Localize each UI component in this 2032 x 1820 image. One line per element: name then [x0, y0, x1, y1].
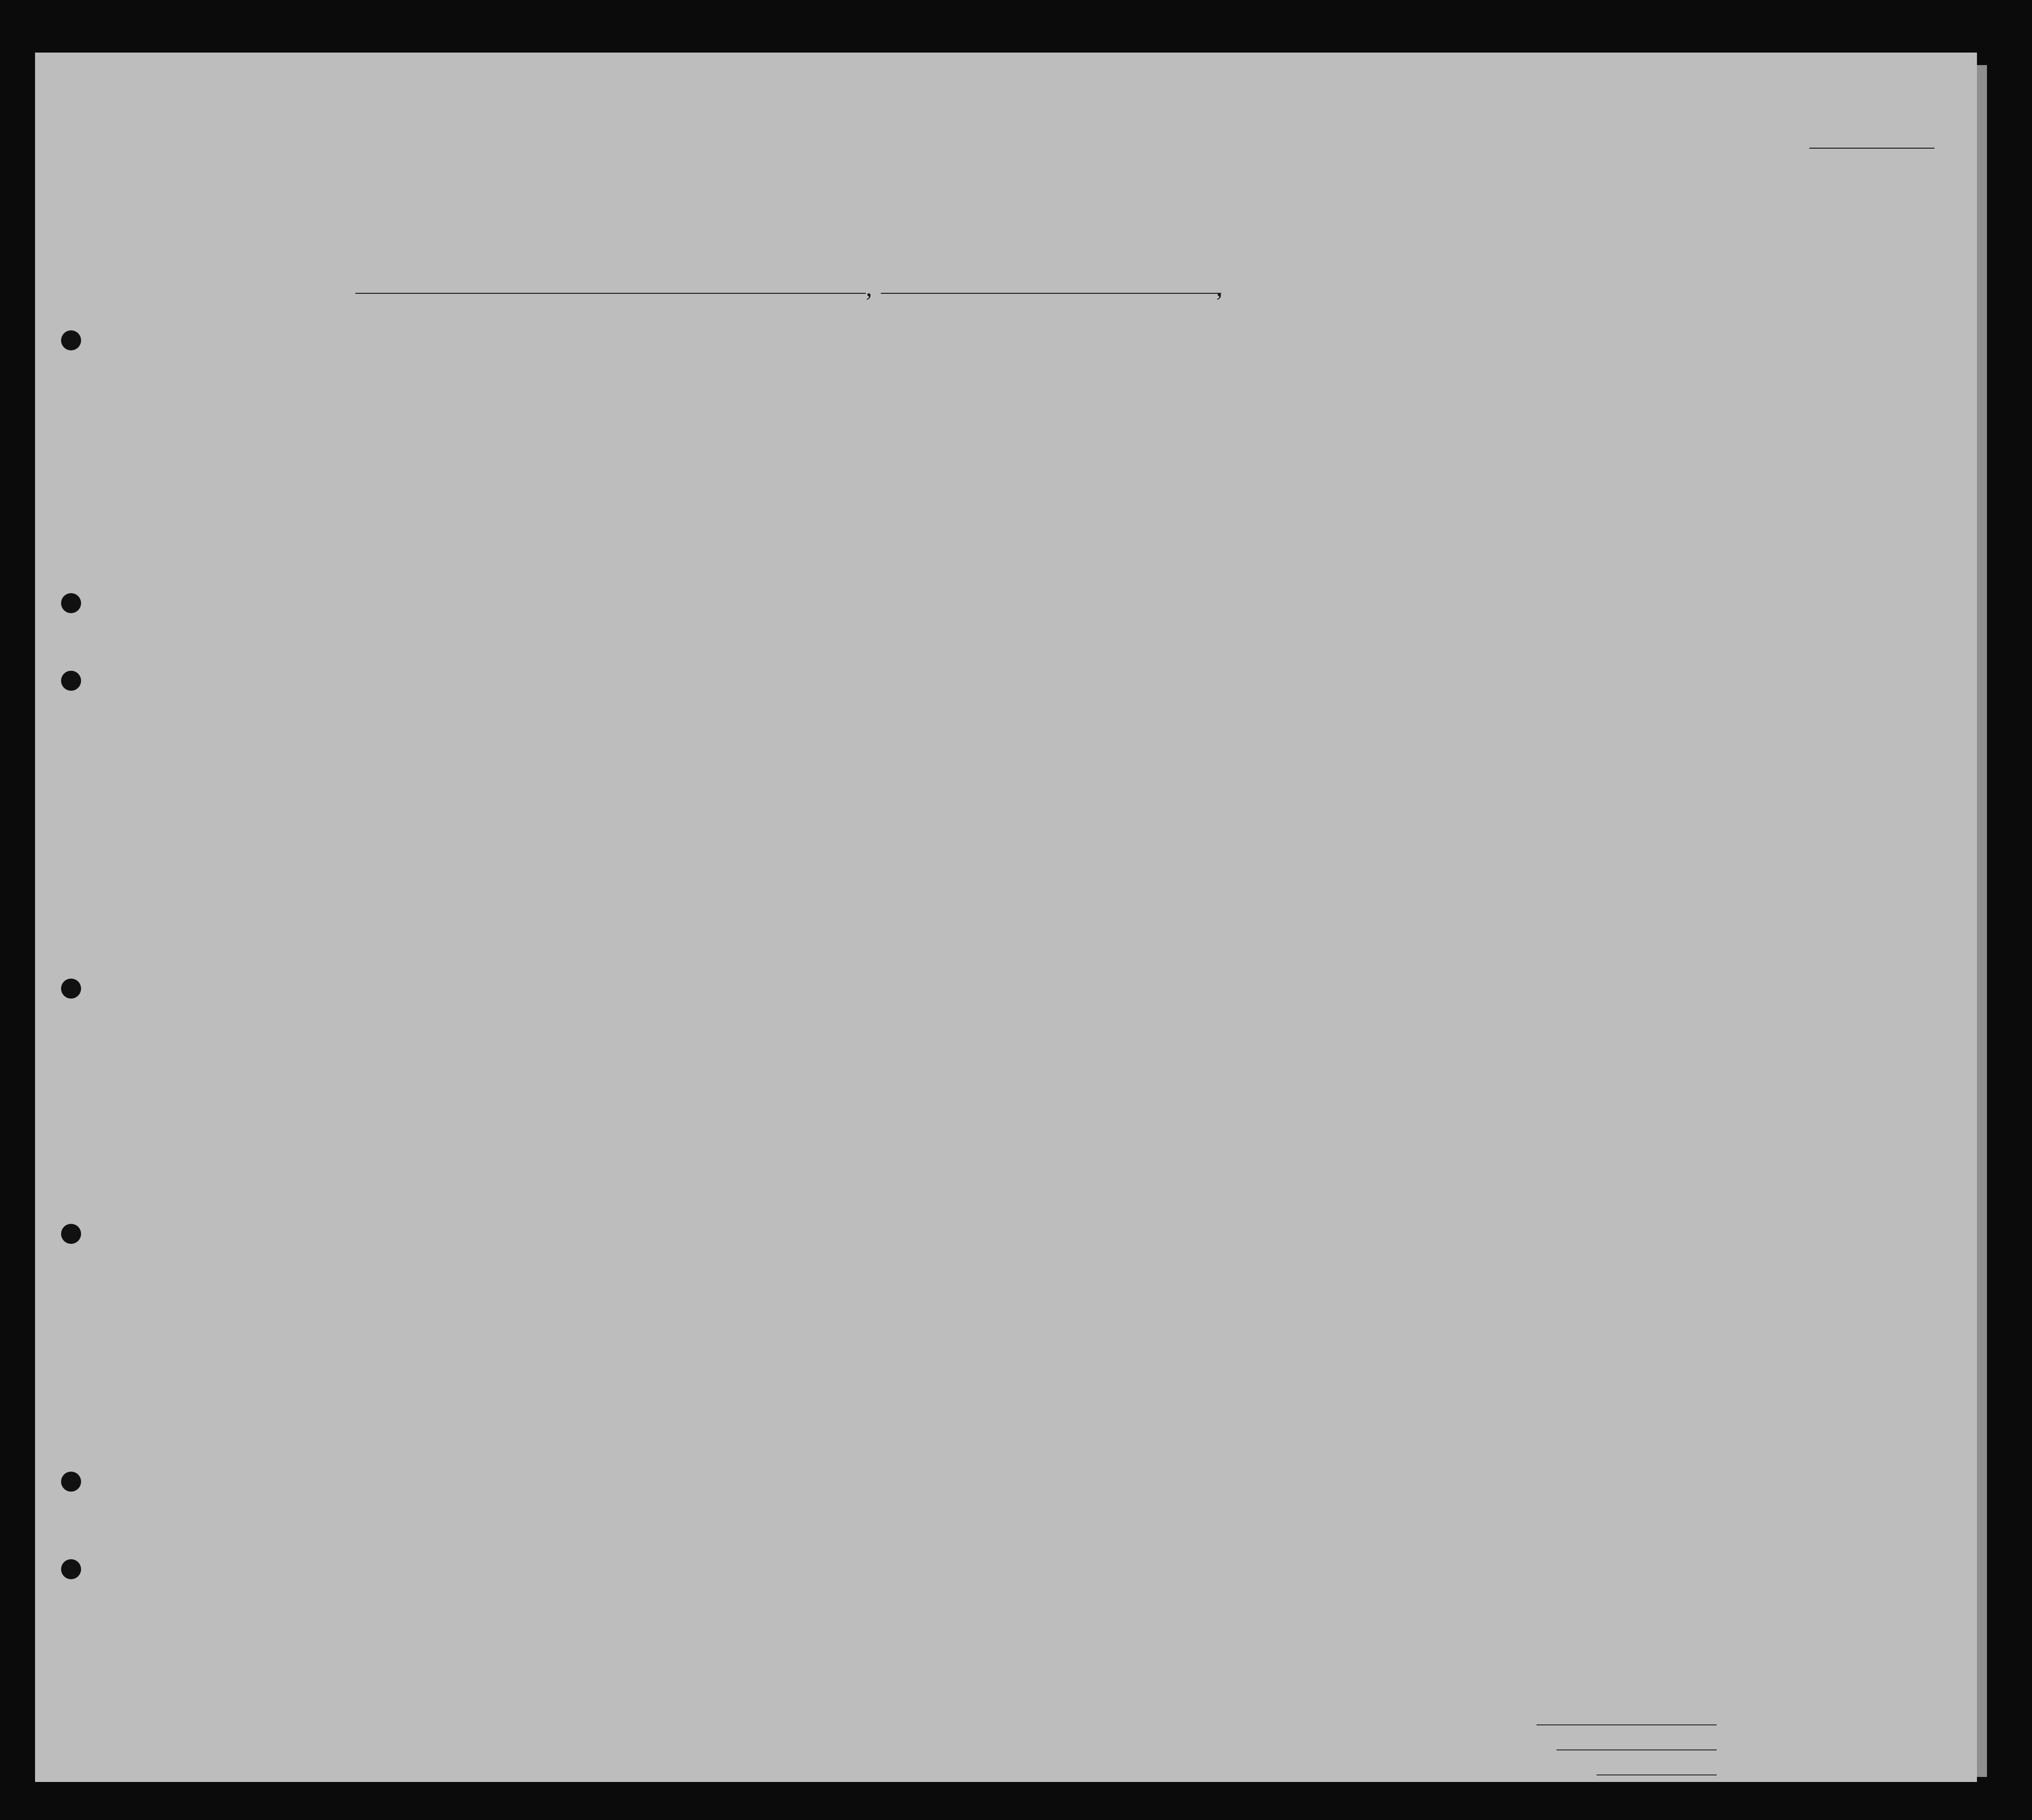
col24b-header [1241, 373, 1266, 473]
comma: , [1216, 273, 1223, 301]
col30-header [1503, 350, 1518, 476]
col27-header [1386, 350, 1398, 476]
col21-header [738, 320, 758, 481]
col25-header [1314, 350, 1344, 476]
owners-underline [1557, 1749, 1717, 1750]
comma: , [866, 273, 872, 301]
col34-feet-header [1674, 438, 1686, 468]
col28-header [1416, 350, 1461, 476]
manifest-grid [35, 53, 1977, 1782]
col24a-header [1204, 373, 1234, 473]
col19-header [608, 323, 630, 473]
sheet-edge [1977, 65, 1987, 1777]
manifest-sheet [35, 53, 1977, 1782]
col31-header [1528, 350, 1543, 476]
col26-header [1361, 350, 1373, 476]
line-underline [1537, 1724, 1717, 1725]
col29-header [1464, 350, 1494, 476]
agents-underline [1597, 1774, 1717, 1775]
col34-inches-header [1697, 428, 1709, 468]
col24c-header [1276, 373, 1301, 473]
